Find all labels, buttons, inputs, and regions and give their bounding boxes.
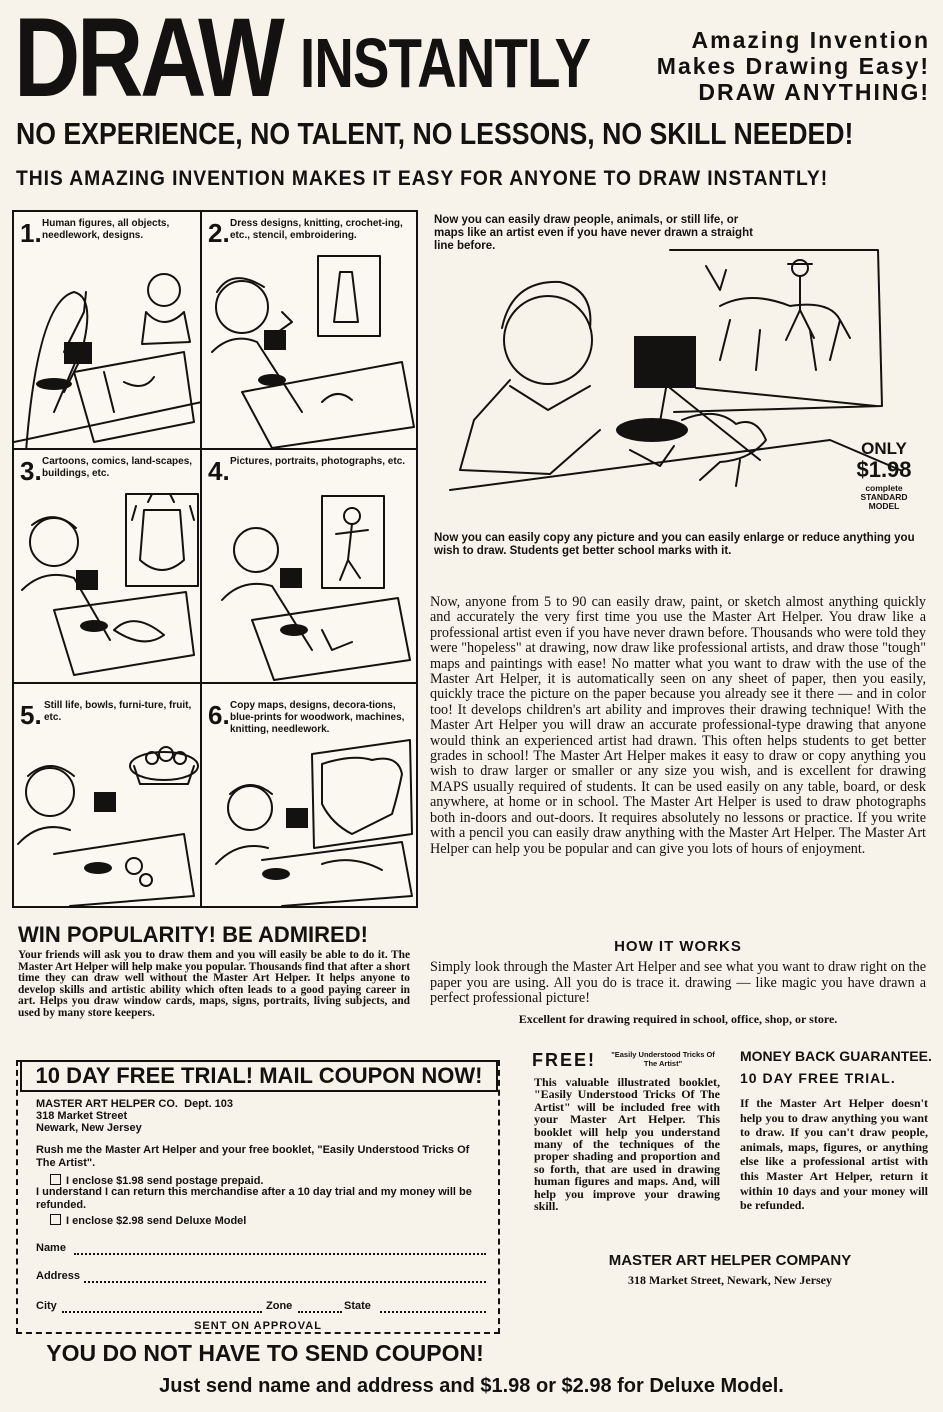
free-subtitle: "Easily Understood Tricks Of The Artist": [611, 1050, 715, 1068]
popularity-title: WIN POPULARITY! BE ADMIRED!: [18, 922, 368, 947]
free-title: FREE!: [532, 1050, 596, 1070]
panel-caption: Still life, bowls, furni-ture, fruit, etc.: [44, 700, 192, 723]
panel-4: [200, 448, 418, 684]
hero-illustration: [430, 210, 920, 530]
panel-1: [12, 210, 204, 450]
main-copy: Now, anyone from 5 to 90 can easily draw, paint, or sketch almost anything quickly and accurately the very first time you use the Master Art Helper. You draw like a professional artist even if you have never drawn before. Thousands who were told they were "hopeless" at drawing, now draw like professional artists, and draw those "tough" maps and paintings with ease! No matter what you want to draw with the use of the Master Art Helper, it is automatically seen on any sheet of paper, then you easily, quickly trace the picture on the paper because you already see it there — and in color too! It develops children's art ability and improves their drawing technique! With the Master Art Helper you will draw an accurate professional-type drawing that anyone would think an experienced artist had drawn. This often helps students to get better grades in school! The Master Art Helper makes it easy to draw or copy anything you wish to draw larger or smaller or any size you wish, and is excellent for drawing MAPS usually required of students. It can be used easily on any table, board, or desk anywhere, at home or in school. The Master Art Helper is used to draw photographs both in-doors and out-doors. It requires absolutely no lessons or practice. If you write with a pencil you can easily draw anything with the Master Art Helper. The Master Art Helper can help you be popular and can give you lots of hours of enjoyment.: [430, 594, 926, 857]
panel-3-illustration: [14, 450, 202, 682]
checkbox-deluxe[interactable]: [50, 1214, 61, 1225]
company-name: MASTER ART HELPER COMPANY: [608, 1252, 852, 1269]
city-label: City: [36, 1300, 57, 1312]
tagline-line-1: Amazing Invention: [691, 27, 930, 53]
tagline-line-2: Makes Drawing Easy!: [656, 53, 930, 79]
hero-caption-bottom: Now you can easily copy any picture and you can easily enlarge or reduce anything you wish to draw. Students get better school marks with it.: [434, 532, 915, 557]
how-it-works-title: HOW IT WORKS: [614, 938, 742, 955]
how-it-works-footer: Excellent for drawing required in school, office, shop, or store.: [518, 1012, 838, 1026]
panel-2-illustration: [202, 212, 416, 448]
price-only: ONLY: [861, 439, 907, 458]
coupon-company: MASTER ART HELPER CO.: [36, 1098, 178, 1110]
panel-number: 2.: [208, 218, 230, 248]
panel-number: 5.: [20, 700, 42, 730]
city-field[interactable]: [62, 1311, 262, 1313]
option-standard-label: I enclose $1.98 send postage prepaid.: [66, 1175, 264, 1187]
panel-2: [200, 210, 418, 450]
coupon-rush-text: Rush me the Master Art Helper and your free booklet, "Easily Understood Tricks Of The Artist".: [36, 1144, 470, 1169]
panel-number: 3.: [20, 456, 42, 486]
panel-6: [200, 682, 418, 908]
guarantee-text: If the Master Art Helper doesn't help you to draw anything you want to draw. If you can't draw people, animals, maps, figures, or anything else like a professional artist with this Master Art Helper, return it within 10 days and your money will be refunded.: [740, 1096, 928, 1213]
address-field[interactable]: [84, 1281, 486, 1283]
panel-caption: Human figures, all objects, needlework, designs.: [42, 218, 170, 241]
no-coupon-notice: YOU DO NOT HAVE TO SEND COUPON!: [46, 1340, 484, 1366]
free-booklet-text: This valuable illustrated booklet, "Easily Understood Tricks Of The Artist" will be included free with your Master Art Helper. This booklet will help you understand many of the techniques of the proper shading and proportion and so forth, that are used in drawing human figures and maps. And, will help you improve your drawing skill.: [534, 1075, 720, 1214]
panel-caption: Copy maps, designs, decora-tions, blue-prints for woodwork, machines, knitting, needlework.: [230, 700, 405, 735]
state-field[interactable]: [380, 1311, 486, 1313]
guarantee-title: MONEY BACK GUARANTEE.: [740, 1048, 932, 1064]
option-deluxe-label: I enclose $2.98 send Deluxe Model: [66, 1215, 247, 1227]
hero-caption-top: Now you can easily draw people, animals, or still life, or maps like an artist even if you have never drawn a straight line before.: [434, 214, 753, 252]
name-label: Name: [36, 1242, 66, 1254]
name-field[interactable]: [74, 1253, 486, 1255]
option-standard-note: I understand I can return this merchandise after a 10 day trial and my money will be refunded.: [36, 1186, 472, 1211]
how-it-works-text: Simply look through the Master Art Helper and see what you want to draw right on the paper you are using. All you do is trace it. drawing — like magic you have drawn a perfect professional picture!: [430, 959, 926, 1007]
panel-4-illustration: [202, 450, 416, 682]
state-label: State: [344, 1300, 371, 1312]
panel-5-illustration: [14, 684, 202, 906]
headline-draw: DRAW: [14, 0, 282, 120]
panel-caption: Cartoons, comics, land-scapes, buildings, etc.: [42, 456, 193, 479]
coupon-street: 318 Market Street: [36, 1110, 128, 1122]
guarantee-subtitle: 10 DAY FREE TRIAL.: [740, 1070, 896, 1086]
panel-6-illustration: [202, 684, 416, 906]
popularity-text: Your friends will ask you to draw them and you will easily be able to do it. The Master Art Helper will help make you popular. Thousands find that after a short time they can draw well without the Master Art Helper. It helps anyone to develop skills and artistic ability which often leads to a good paying career in art. Helps you draw window cards, maps, signs, portraits, living subjects, and used by many store keepers.: [18, 949, 410, 1019]
tagline-line-3: DRAW ANYTHING!: [698, 79, 930, 105]
panel-5: [12, 682, 204, 908]
panel-3: [12, 448, 204, 684]
zone-label: Zone: [266, 1300, 293, 1312]
zone-field[interactable]: [298, 1311, 342, 1313]
checkbox-standard[interactable]: [50, 1174, 61, 1185]
panel-number: 1.: [20, 218, 42, 248]
panel-number: 4.: [208, 456, 230, 486]
coupon-city: Newark, New Jersey: [36, 1122, 142, 1134]
headline-amazing-invention: THIS AMAZING INVENTION MAKES IT EASY FOR ANYONE TO DRAW INSTANTLY!: [16, 167, 829, 190]
panel-caption: Dress designs, knitting, crochet-ing, etc., stencil, embroidering.: [230, 218, 403, 241]
price: $1.98: [856, 457, 912, 482]
panel-caption: Pictures, portraits, photographs, etc.: [230, 456, 406, 467]
address-label: Address: [36, 1270, 81, 1282]
order-coupon[interactable]: [16, 1060, 500, 1334]
panel-number: 6.: [208, 700, 230, 730]
price-note: complete STANDARD MODEL: [860, 483, 908, 511]
panel-1-illustration: [14, 212, 202, 448]
headline-no-experience: NO EXPERIENCE, NO TALENT, NO LESSONS, NO SKILL NEEDED!: [16, 116, 854, 151]
sent-on-approval: SENT ON APPROVAL: [178, 1320, 338, 1332]
coupon-dept: Dept. 103: [184, 1098, 234, 1110]
coupon-title: 10 DAY FREE TRIAL! MAIL COUPON NOW!: [20, 1060, 498, 1092]
send-instructions: Just send name and address and $1.98 or $2.98 for Deluxe Model.: [159, 1375, 784, 1397]
headline-instantly: INSTANTLY: [300, 24, 591, 102]
company-address: 318 Market Street, Newark, New Jersey: [627, 1273, 833, 1287]
